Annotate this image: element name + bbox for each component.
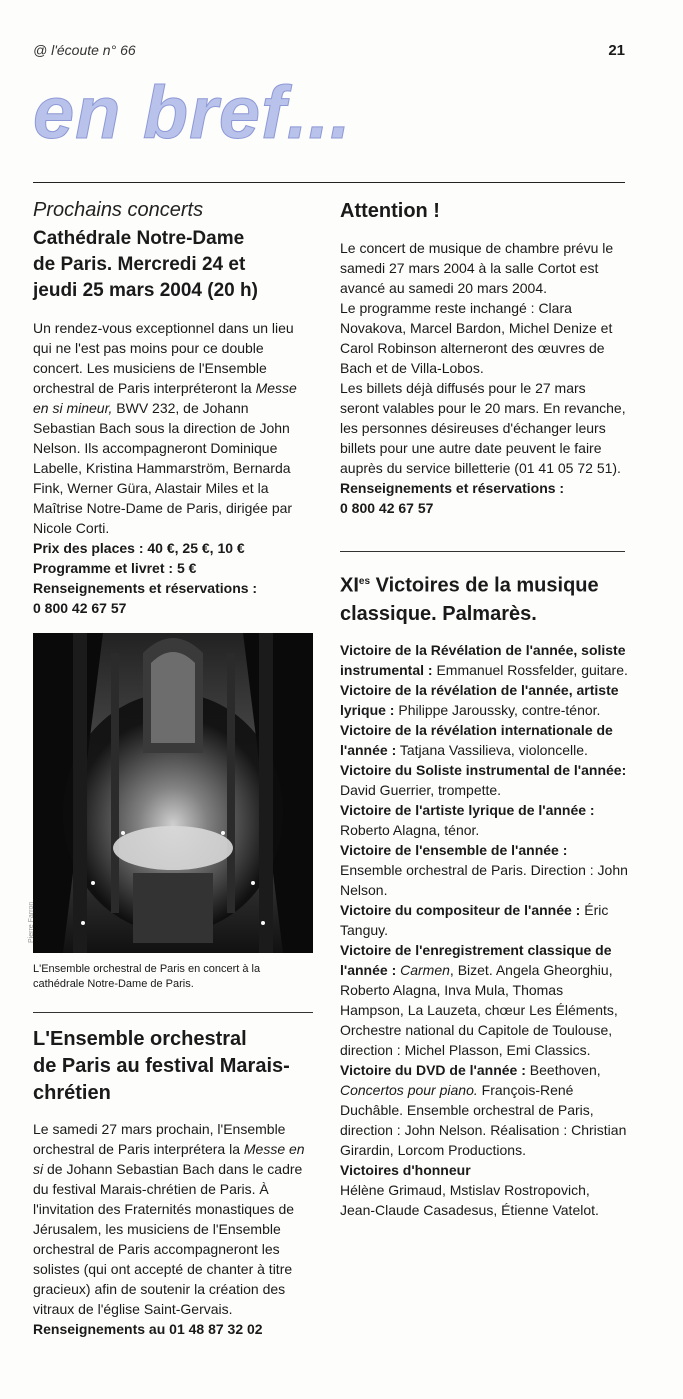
article-headline: [33, 226, 313, 304]
awards-list: [340, 640, 628, 1220]
headline-line: jeudi 25 mars 2004 (20 h): [33, 280, 258, 301]
article-headline: Attention !: [340, 200, 440, 222]
award-winner: François-René Duchâble. Ensemble orchestral de Paris, direction : John Nelson. Réalisation : Christian Girardin, Lorcom Productions.: [340, 1081, 627, 1158]
work-title: Messe en si mineur,: [33, 380, 297, 416]
award-item: [340, 940, 628, 1060]
info-line: Renseignements au 01 48 87 32 02: [33, 1321, 263, 1337]
body-text: Un rendez-vous exceptionnel dans un lieu qui ne l'est pas moins pour ce double concert. Les musiciens de l'Ensemble orchestral de Paris interpréteront la: [33, 320, 294, 396]
article-headline: [33, 1026, 313, 1107]
award-winner: David Guerrier, trompette.: [340, 781, 502, 798]
info-phone: 0 800 42 67 57: [33, 600, 127, 616]
award-label: Victoires d'honneur: [340, 1161, 471, 1178]
award-label: Victoire du Soliste instrumental de l'année:: [340, 761, 627, 778]
headline-text: Victoires de la musique: [370, 574, 599, 597]
headline-line: de Paris. Mercredi 24 et: [33, 254, 246, 275]
article-body: [33, 318, 313, 538]
work-title: Concertos pour piano.: [340, 1081, 478, 1098]
roman-numeral: XI: [340, 574, 359, 597]
award-item: [340, 800, 628, 840]
award-item: [340, 840, 628, 900]
paragraph: Le programme reste inchangé : Clara Novakova, Marcel Bardon, Michel Denize et Carol Robinson alterneront des œuvres de Bach et de Villa-Lobos.: [340, 300, 613, 376]
award-label: Victoire de l'enregistrement classique de l'année :: [340, 941, 612, 978]
award-label: Victoire de la Révélation de l'année, soliste instrumental :: [340, 641, 626, 678]
award-winner: Ensemble orchestral de Paris. Direction : John Nelson.: [340, 861, 628, 898]
cathedral-illustration: [33, 633, 313, 953]
award-item: [340, 760, 628, 800]
award-winner: Roberto Alagna, ténor.: [340, 821, 480, 838]
award-winner: Éric Tanguy.: [340, 901, 609, 938]
headline-line: classique. Palmarès.: [340, 602, 537, 625]
running-header: @ l'écoute n° 66: [33, 42, 136, 58]
prices: Prix des places : 40 €, 25 €, 10 €: [33, 540, 245, 556]
paragraph: Les billets déjà diffusés pour le 27 mars seront valables pour le 20 mars. En revanche, les personnes désireuses d'échanger leurs billets pour une autre date peuvent le faire auprès du service billetterie (01 41 05 72 51).: [340, 380, 626, 476]
info-label: Renseignements et réservations :: [33, 580, 258, 596]
award-winner: , Bizet. Angela Gheorghiu, Roberto Alagna, Inva Mula, Thomas Hampson, La Lauzeta, chœur Les Éléments, Orchestre national du Capitole de Toulouse, direction : Michel Plasson, Emi Classics.: [340, 961, 618, 1058]
award-item: [340, 900, 628, 940]
award-winner: Tatjana Vassilieva, violoncelle.: [396, 741, 588, 758]
programme-price: Programme et livret : 5 €: [33, 560, 197, 576]
award-winner: Beethoven,: [525, 1061, 601, 1078]
info-phone: 0 800 42 67 57: [340, 500, 434, 516]
photo-credit: Pierre Farron: [28, 901, 35, 943]
award-label: Victoire de la révélation internationale de l'année :: [340, 721, 613, 758]
cathedral-concert-photo: [28, 633, 313, 953]
award-item: [340, 1060, 628, 1160]
work-title: Messe en si: [33, 1141, 305, 1177]
award-winner: Emmanuel Rossfelder, guitare.: [432, 661, 628, 678]
article-body: [33, 1119, 313, 1319]
article-attention: [340, 198, 628, 518]
headline-line: [340, 568, 628, 600]
award-item: [340, 720, 628, 760]
body-text: BWV 232, de Johann Sebastian Bach sous la direction de John Nelson. Ils accompagneront Dominique Labelle, Kristina Hammarström, Bernarda Fink, Werner Güra, Alastair Miles et la Maîtrise Notre-Dame de Paris, dirigée par Nicole Corti.: [33, 400, 293, 536]
award-label: Victoire de la révélation de l'année, artiste lyrique :: [340, 681, 619, 718]
award-winner: Hélène Grimaud, Mstislav Rostropovich, Jean-Claude Casadesus, Étienne Vatelot.: [340, 1181, 599, 1218]
award-label: Victoire du compositeur de l'année :: [340, 901, 581, 918]
article-victoires: [340, 568, 628, 1220]
info-label: Renseignements et réservations :: [340, 480, 565, 496]
award-item: [340, 680, 628, 720]
award-item: [340, 640, 628, 680]
award-label: Victoire de l'ensemble de l'année :: [340, 841, 568, 858]
headline-line: chrétien: [33, 1082, 111, 1104]
article-kicker: Prochains concerts: [33, 199, 204, 221]
award-label: Victoire du DVD de l'année :: [340, 1061, 526, 1078]
headline-line: Cathédrale Notre-Dame: [33, 228, 245, 249]
header-rule: [33, 182, 625, 183]
page-number: 21: [608, 42, 625, 59]
headline-line: de Paris au festival Marais-: [33, 1055, 290, 1077]
headline-line: L'Ensemble orchestral: [33, 1028, 247, 1050]
article-headline: [340, 568, 628, 628]
body-text: de Johann Sebastian Bach dans le cadre du festival Marais-chrétien de Paris. À l'invitation des Fraternités monastiques de Jérusalem, les musiciens de l'Ensemble orchestral de Paris accompagneront les solistes (qui ont accepté de chanter à titre gracieux) afin de soutenir la création des vitraux de l'église Saint-Gervais.: [33, 1161, 303, 1317]
award-winner: Philippe Jaroussky, contre-ténor.: [394, 701, 601, 718]
paragraph: Le concert de musique de chambre prévu le samedi 27 mars 2004 à la salle Cortot est avancé au samedi 20 mars 2004.: [340, 240, 614, 296]
article-marais-chretien: [33, 1026, 313, 1339]
body-text: Le samedi 27 mars prochain, l'Ensemble orchestral de Paris interprétera la: [33, 1121, 286, 1157]
ordinal-suffix: es: [358, 576, 371, 587]
section-rule: [33, 1012, 313, 1013]
photo-caption: L'Ensemble orchestral de Paris en concert à la cathédrale Notre-Dame de Paris.: [33, 963, 261, 990]
work-title: Carmen: [400, 961, 450, 978]
article-notre-dame: [33, 198, 313, 618]
award-label: Victoire de l'artiste lyrique de l'année :: [340, 801, 595, 818]
section-title: en bref...: [33, 71, 352, 154]
section-rule: [340, 551, 625, 552]
